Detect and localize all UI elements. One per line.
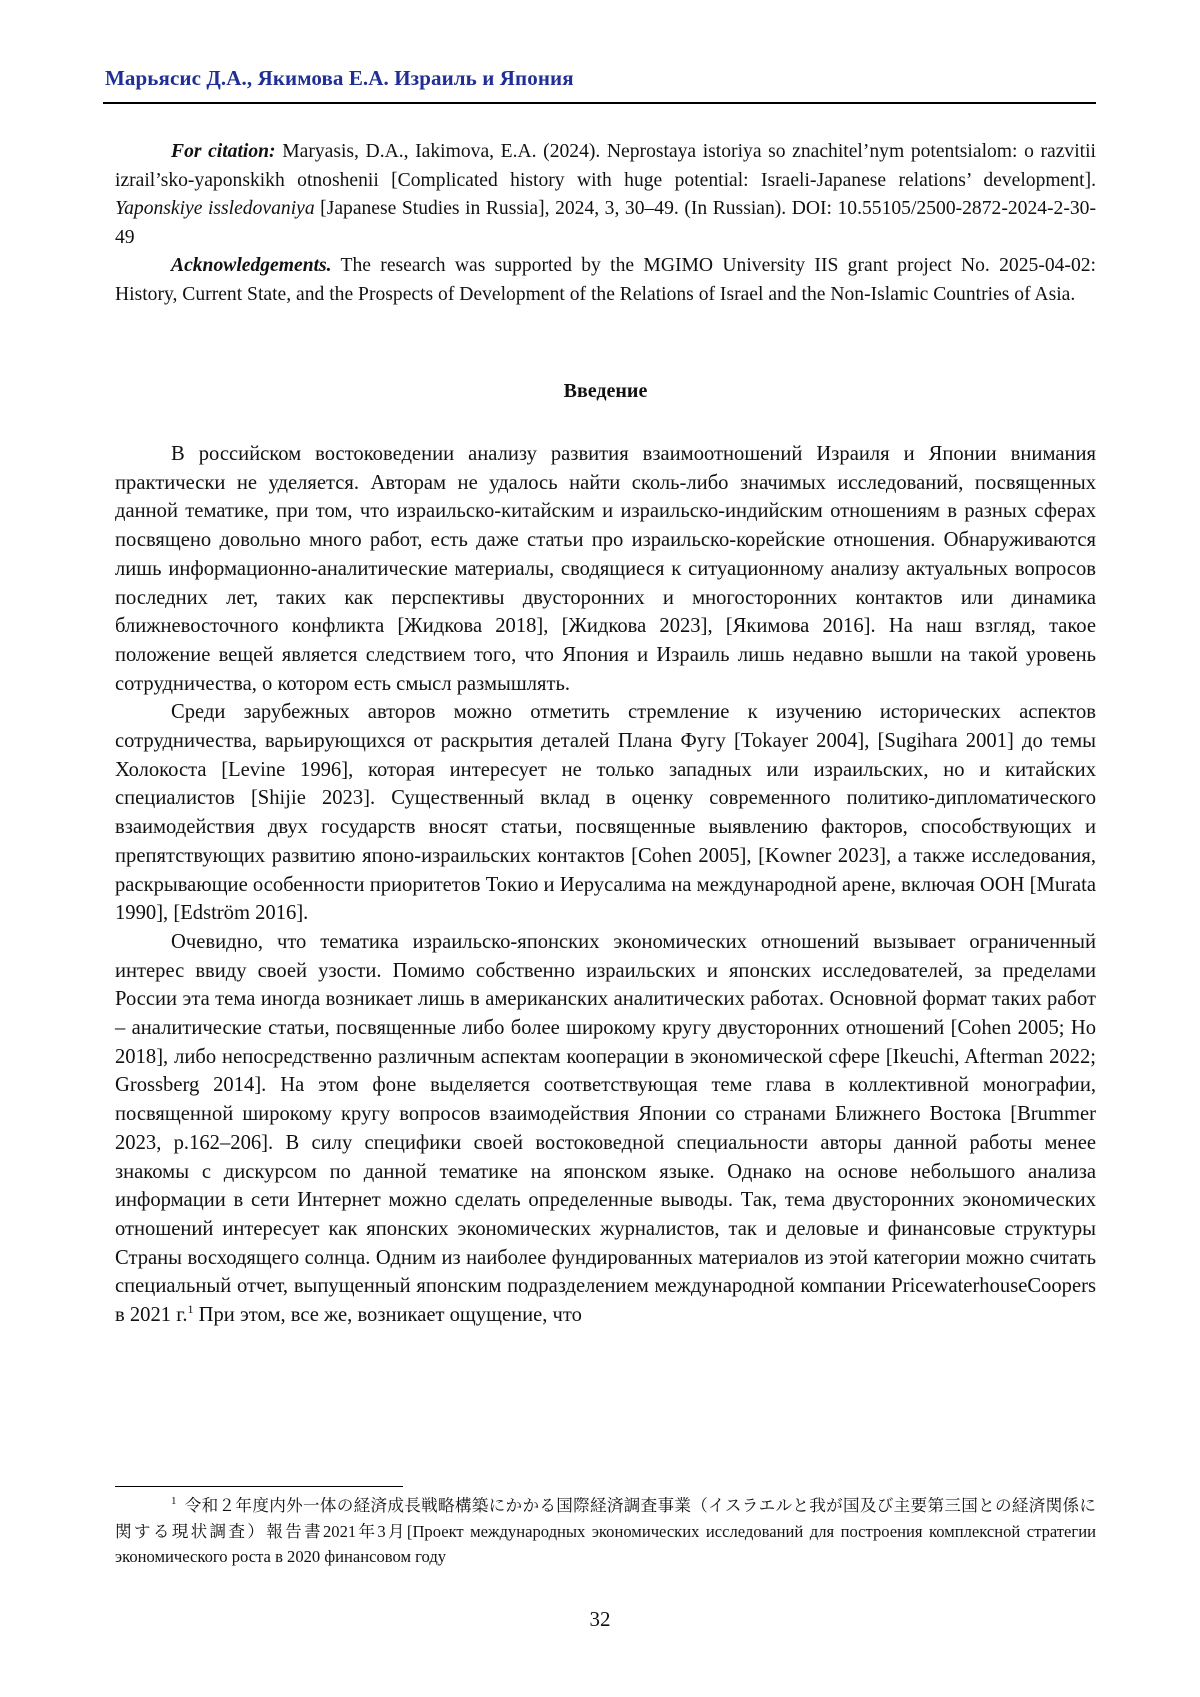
- citation-label: For citation:: [171, 141, 276, 162]
- running-head: Марьясис Д.А., Якимова Е.А. Израиль и Япония: [105, 66, 574, 90]
- introduction-text: [115, 440, 1096, 1330]
- paragraph-3: [115, 928, 1096, 1330]
- footnote: [115, 1493, 1096, 1570]
- section-title: Введение: [563, 380, 648, 402]
- footnote-reference[interactable]: 1: [187, 1302, 194, 1317]
- citation-text-end: [Japanese Studies in Russia], 2024, 3, 30–49. (In Russian). DOI: 10.55105/2500-2872-2024-2-30-49: [115, 198, 1096, 248]
- page-number: 32: [589, 1607, 611, 1631]
- citation-block: [115, 138, 1096, 310]
- citation-paragraph: [115, 138, 1096, 252]
- acknowledgements-label: Acknowledgements.: [171, 255, 332, 277]
- footnote-rule: [115, 1486, 403, 1487]
- paragraph-3-tail: При этом, все же, возникает ощущение, что: [193, 1304, 582, 1327]
- acknowledgements-paragraph: [115, 252, 1096, 309]
- paragraph-2: Среди зарубежных авторов можно отметить стремление к изучению исторических аспектов сотрудничества, варьирующихся от раскрытия деталей Плана Фугу [Tokayer 2004], [Sugihara 2001] до темы Холокоста [Levine 1996], которая интересует не только западных или израильских, но и китайских специалистов [Shijie 2023]. Существенный вклад в оценку современного политико-дипломатического взаимодействия двух государств вносят статьи, посвященные выявлению факторов, способствующих и препятствующих развитию японо-израильских контактов [Cohen 2005], [Kowner 2023], а также исследования, раскрывающие особенности приоритетов Токио и Иерусалима на международной арене, включая ООН [Murata 1990], [Edström 2016].: [115, 701, 1096, 925]
- paragraph-1: В российском востоковедении анализу развития взаимоотношений Израиля и Японии внимания практически не уделяется. Авторам не удалось найти сколь-либо значимых исследований, посвященных данной тематике, при том, что израильско-китайским и израильско-индийским отношениям в разных сферах посвящено довольно много работ, есть даже статьи про израильско-корейские отношения. Обнаруживаются лишь информационно-аналитические материалы, сводящиеся к ситуационному анализу актуальных вопросов последних лет, таких как перспективы двусторонних и многосторонних контактов или динамика ближневосточного конфликта [Жидкова 2018], [Жидкова 2023], [Якимова 2016]. На наш взгляд, такое положение вещей является следствием того, что Япония и Израиль лишь недавно вышли на такой уровень сотрудничества, о котором есть смысл размышлять.: [115, 443, 1096, 695]
- footnote-text: 令和２年度内外一体の経済成長戦略構築にかかる国際経済調査事業（イスラエルと我が国及び主要第三国との経済関係に関する現状調査）報告書2021年3月[Проект международных экономических исследований для построения комплексной стратегии экономического роста в 2020 финансовом году: [115, 1496, 1096, 1566]
- citation-text: Maryasis, D.A., Iakimova, E.A. (2024). Neprostaya istoriya so znachitel’nym potentsialom: o razvitii izrail’sko-yaponskikh otnoshenii [Complicated history with huge potential: Israeli-Japanese relations’ development].: [115, 141, 1096, 191]
- acknowledgements-text: The research was supported by the MGIMO University IIS grant project No. 2025-04-02: History, Current State, and the Prospects of Development of the Relations of Israel and the Non-Islamic Countries of Asia.: [115, 255, 1096, 305]
- citation-journal: Yaponskiye issledovaniya: [115, 198, 315, 220]
- header-rule: [103, 102, 1096, 104]
- paragraph-3-text: Очевидно, что тематика израильско-японских экономических отношений вызывает ограниченный интерес ввиду своей узости. Помимо собственно израильских и японских исследователей, за пределами России эта тема иногда возникает лишь в американских аналитических работах. Основной формат таких работ – аналитические статьи, посвященные либо более широкому кругу двусторонних отношений [Cohen 2005; Ho 2018], либо непосредственно различным аспектам кооперации в экономической сфере [Ikeuchi, Afterman 2022; Grossberg 2014]. На этом фоне выделяется соответствующая теме глава в коллективной монографии, посвященной широкому кругу вопросов взаимодействия Японии со странами Ближнего Востока [Brummer 2023, p.162–206]. В силу специфики своей востоковедной специальности авторы данной работы менее знакомы с дискурсом по данной тематике на японском языке. Однако на основе небольшого анализа информации в сети Интернет можно сделать определенные выводы. Так, тема двусторонних экономических отношений интересует как японских экономических журналистов, так и деловые и финансовые структуры Страны восходящего солнца. Одним из наиболее фундированных материалов из этой категории можно считать специальный отчет, выпущенный японским подразделением международной компании PricewaterhouseCoopers в 2021 г.: [115, 930, 1096, 1327]
- footnote-mark: 1: [171, 1495, 177, 1508]
